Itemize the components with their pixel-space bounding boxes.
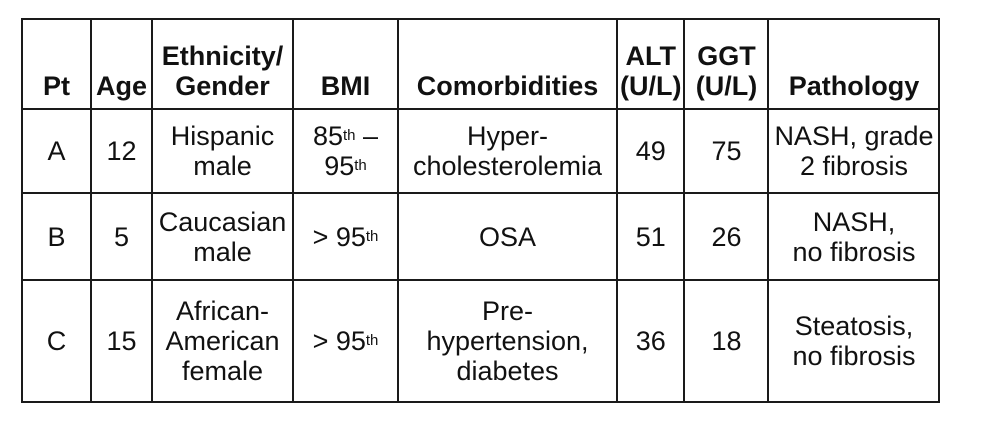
cell-pathology-line1: NASH, grade [774, 121, 934, 151]
bmi-dash: – [355, 121, 379, 151]
cell-ethnicity-line1: African- [175, 296, 270, 326]
header-comorbidities: Comorbidities [398, 19, 617, 109]
cell-bmi [293, 193, 398, 280]
cell-ethnicity-line1: Hispanic [170, 121, 275, 151]
cell-ggt: 75 [684, 109, 768, 193]
header-ethnicity-line1: Ethnicity/ [161, 41, 284, 71]
cell-bmi [293, 109, 398, 193]
cell-pathology [768, 109, 939, 193]
cell-alt: 49 [617, 109, 684, 193]
header-age: Age [91, 19, 152, 109]
header-bmi: BMI [293, 19, 398, 109]
cell-bmi-line2 [296, 151, 395, 181]
cell-comorbidities-line1: Hyper- [466, 121, 548, 151]
bmi-superscript: th [365, 332, 379, 349]
table-row [22, 280, 939, 402]
cell-comorbidities-line1: Pre-hypertension, [426, 296, 589, 356]
bmi-value: > 95 [312, 326, 366, 356]
header-ethnicity-line2: Gender [175, 71, 270, 101]
header-ggt-line1: GGT [697, 41, 756, 71]
cell-ethnicity-line3: female [181, 356, 264, 386]
cell-comorbidities [398, 109, 617, 193]
cell-age: 15 [91, 280, 152, 402]
cell-pathology-line1: NASH, [812, 206, 896, 237]
cell-alt: 36 [617, 280, 684, 402]
table-row [22, 109, 939, 193]
cell-comorbidities [398, 280, 617, 402]
bmi-superscript: th [354, 157, 367, 174]
header-alt-line2: (U/L) [620, 71, 682, 101]
cell-comorbidities-line2: diabetes [456, 356, 559, 386]
bmi-value: 95 [324, 151, 355, 181]
cell-ethnicity-line2: male [193, 236, 252, 267]
table-row [22, 193, 939, 280]
cell-ggt: 26 [684, 193, 768, 280]
header-pt: Pt [22, 19, 91, 109]
cell-pt: B [22, 193, 91, 280]
cell-ethnicity-gender [152, 109, 293, 193]
cell-comorbidities-line2: cholesterolemia [412, 151, 603, 181]
header-row [22, 19, 939, 109]
bmi-superscript: th [365, 227, 379, 245]
cell-pt: A [22, 109, 91, 193]
cell-ethnicity-gender [152, 193, 293, 280]
header-pathology: Pathology [768, 19, 939, 109]
cell-pathology [768, 280, 939, 402]
cell-ethnicity-line1: Caucasian [158, 206, 287, 237]
bmi-value: 85 [312, 121, 343, 151]
cell-ethnicity-gender [152, 280, 293, 402]
header-ggt-line2: (U/L) [695, 71, 758, 101]
bmi-superscript: th [343, 127, 356, 144]
cell-pathology-line2: no fibrosis [792, 341, 916, 371]
cell-ethnicity-line2: American [165, 326, 280, 356]
cell-pathology-line2: no fibrosis [792, 236, 916, 267]
cell-age: 5 [91, 193, 152, 280]
cell-pathology-line1: Steatosis, [794, 311, 914, 341]
header-ethnicity-gender [152, 19, 293, 109]
cell-bmi-line1 [296, 121, 395, 151]
cell-ggt: 18 [684, 280, 768, 402]
cell-pathology [768, 193, 939, 280]
header-alt [617, 19, 684, 109]
cell-ethnicity-line2: male [193, 151, 252, 181]
cell-pathology-line2: 2 fibrosis [799, 151, 908, 181]
header-ggt [684, 19, 768, 109]
patient-table [21, 18, 940, 403]
cell-comorbidities: OSA [398, 193, 617, 280]
cell-age: 12 [91, 109, 152, 193]
header-alt-line1: ALT [625, 41, 676, 71]
bmi-value: > 95 [312, 221, 366, 252]
cell-pt: C [22, 280, 91, 402]
cell-alt: 51 [617, 193, 684, 280]
cell-bmi [293, 280, 398, 402]
